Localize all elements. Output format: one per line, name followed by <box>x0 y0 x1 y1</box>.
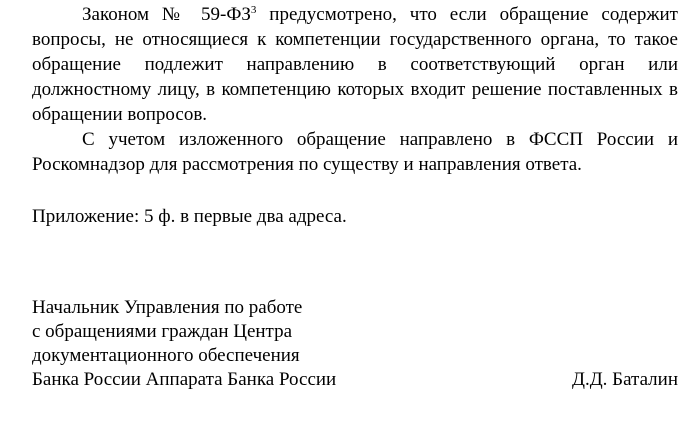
attachment-note: Приложение: 5 ф. в первые два адреса. <box>32 206 347 227</box>
signatory-position-line: Банка России Аппарата Банка России <box>32 369 337 390</box>
body-paragraph-law-reference <box>32 2 678 127</box>
document-page <box>32 0 678 422</box>
signatory-name: Д.Д. Баталин <box>572 369 678 390</box>
footnote-reference: 3 <box>250 4 257 16</box>
signatory-position-line: с обращениями граждан Центра <box>32 321 293 342</box>
signature-final-line <box>32 368 678 392</box>
paragraph-text: предусмотрено, что если обращение содержит вопросы, не относящиеся к компетенции государственного органа, то такое обращение подлежит направлению в соответствующий орган или должностному лицу, в компетенцию которых входит решение поставленных в обращении вопросов. <box>32 4 678 125</box>
signatory-position-line: документационного обеспечения <box>32 345 300 366</box>
signature-block <box>32 296 678 392</box>
law-reference-text: Законом № 59-ФЗ <box>82 4 251 25</box>
body-paragraph-forwarding: С учетом изложенного обращение направлено в ФССП России и Роскомнадзор для рассмотрения по существу и направления ответа. <box>32 129 678 175</box>
signatory-position-line: Начальник Управления по работе <box>32 297 303 318</box>
